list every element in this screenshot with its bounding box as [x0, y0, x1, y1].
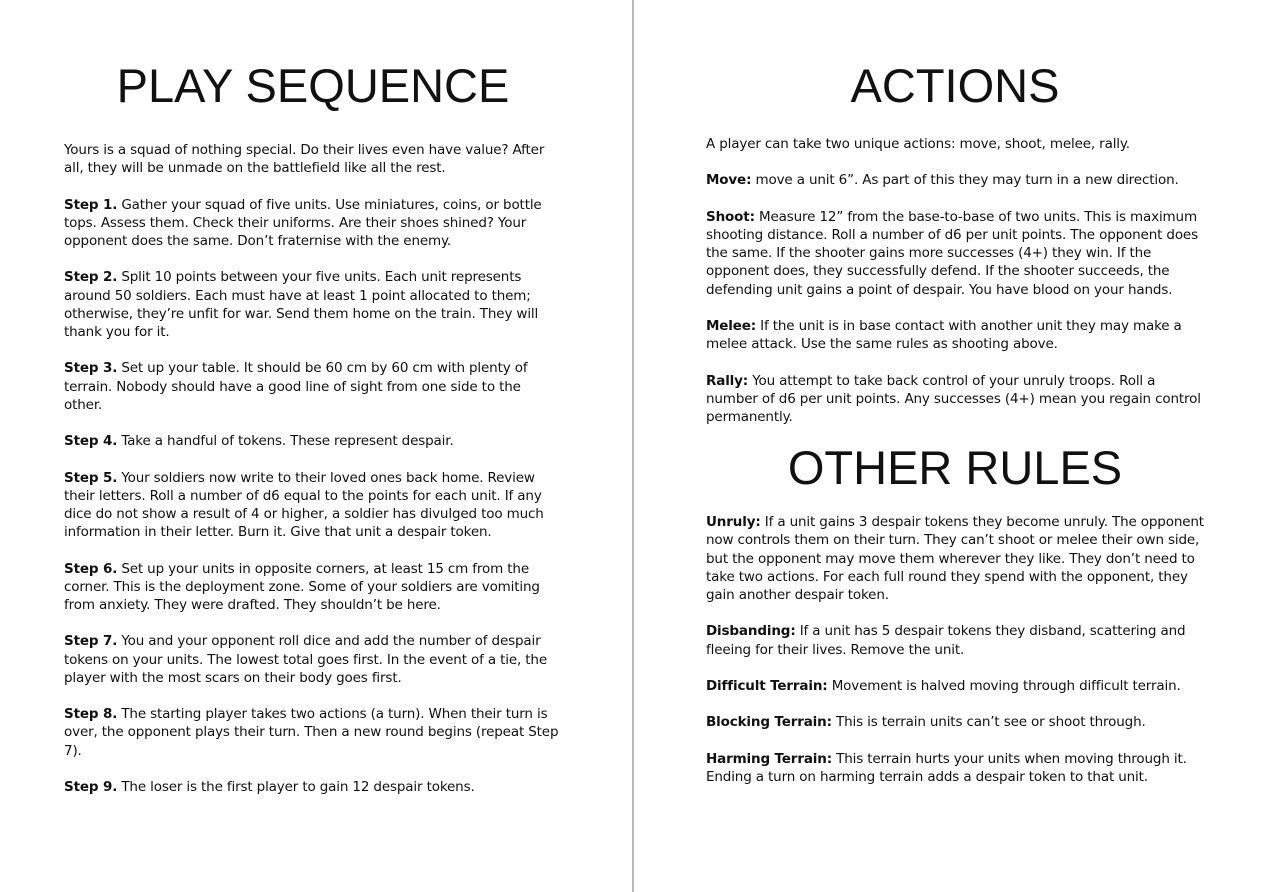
step-label: Step 3.	[64, 360, 118, 377]
step-text: You and your opponent roll dice and add the number of despair tokens on your units. The lowest total goes first. In the event of a tie, the player with the most scars on their body goes first.	[64, 633, 547, 686]
action-text: You attempt to take back control of your unruly troops. Roll a number of d6 per unit points. Any successes (4+) mean you regain control permanently.	[706, 372, 1201, 425]
rule-text: This is terrain units can’t see or shoot through.	[831, 714, 1146, 731]
step-label: Step 9.	[64, 778, 118, 795]
other-rules-title: OTHER RULES	[787, 441, 1123, 495]
actions-title: ACTIONS	[850, 59, 1060, 112]
rule-text: Movement is halved moving through difficult terrain.	[827, 677, 1181, 694]
step-text: Take a handful of tokens. These represent despair.	[117, 433, 454, 450]
rule-harming-terrain	[706, 750, 1204, 786]
intro-paragraph: Yours is a squad of nothing special. Do their lives even have value? After all, they will be unmade on the battlefield like all the rest.	[64, 142, 545, 177]
action-shoot	[706, 208, 1204, 299]
step-text: Your soldiers now write to their loved ones back home. Review their letters. Roll a number of d6 equal to the points for each unit. If any dice do not show a result of 4 or higher, a soldier has divulged too much information in their letter. Burn it. Give that unit a despair token.	[64, 469, 544, 541]
rule-label: Disbanding:	[706, 623, 796, 640]
step-5	[64, 469, 562, 542]
play-sequence-title: PLAY SEQUENCE	[116, 59, 510, 112]
action-rally	[706, 372, 1204, 427]
step-label: Step 4.	[64, 433, 118, 450]
rule-blocking-terrain	[706, 713, 1204, 731]
rule-label: Blocking Terrain:	[706, 714, 832, 731]
step-label: Step 6.	[64, 560, 118, 577]
step-label: Step 2.	[64, 269, 118, 286]
rule-text: This terrain hurts your units when moving through it. Ending a turn on harming terrain adds a despair token to that unit.	[706, 750, 1187, 785]
step-2	[64, 268, 562, 341]
rule-label: Harming Terrain:	[706, 750, 832, 767]
rule-label: Difficult Terrain:	[706, 677, 828, 694]
rule-unruly	[706, 513, 1204, 604]
step-text: Set up your units in opposite corners, at least 15 cm from the corner. This is the deployment zone. Some of your soldiers are vomiting from anxiety. They were drafted. They shouldn’t be here.	[64, 560, 540, 613]
step-4	[64, 432, 562, 450]
step-text: Gather your squad of five units. Use miniatures, coins, or bottle tops. Assess them. Check their uniforms. Are their shoes shined? Your opponent does the same. Don’t fraternise with the enemy.	[64, 196, 542, 249]
step-label: Step 7.	[64, 633, 118, 650]
rule-disbanding	[706, 622, 1204, 658]
action-label: Melee:	[706, 317, 757, 334]
rule-text: If a unit has 5 despair tokens they disband, scattering and fleeing for their lives. Remove the unit.	[706, 623, 1186, 658]
step-label: Step 1.	[64, 196, 118, 213]
action-label: Move:	[706, 172, 752, 189]
action-text: If the unit is in base contact with another unit they may make a melee attack. Use the same rules as shooting above.	[706, 317, 1182, 353]
step-text: The loser is the first player to gain 12 despair tokens.	[117, 778, 475, 795]
step-label: Step 8.	[64, 706, 118, 723]
action-melee	[706, 317, 1204, 353]
action-label: Shoot:	[706, 208, 755, 225]
step-1	[64, 196, 562, 251]
rule-label: Unruly:	[706, 514, 761, 531]
step-8	[64, 705, 562, 760]
action-text: move a unit 6”. As part of this they may turn in a new direction.	[751, 172, 1179, 189]
action-move	[706, 171, 1204, 189]
step-6	[64, 560, 562, 615]
step-label: Step 5.	[64, 469, 118, 486]
step-9	[64, 778, 562, 796]
right-page	[634, 0, 1262, 892]
action-text: Measure 12” from the base-to-base of two units. This is maximum shooting distance. Roll a number of d6 per unit points. The opponent does the same. If the shooter gains more successes (4+) they win. If the opponent does, they successfully defend. If the shooter succeeds, the defending unit gains a point of despair. You have blood on your hands.	[706, 208, 1198, 298]
step-7	[64, 632, 562, 687]
step-text: The starting player takes two actions (a turn). When their turn is over, the opponent plays their turn. Then a new round begins (repeat Step 7).	[64, 706, 559, 759]
rule-difficult-terrain	[706, 677, 1204, 695]
actions-intro: A player can take two unique actions: move, shoot, melee, rally.	[706, 136, 1130, 152]
step-text: Split 10 points between your five units. Each unit represents around 50 soldiers. Each must have at least 1 point allocated to them; otherwise, they’re unfit for war. Send them home on the train. They will thank you for it.	[64, 269, 539, 340]
action-label: Rally:	[706, 372, 749, 389]
rule-text: If a unit gains 3 despair tokens they become unruly. The opponent now controls them on their turn. They can’t shoot or melee their own side, but the opponent may move them wherever they like. They don’t need to take two actions. For each full round they spend with the opponent, they gain another despair token.	[706, 514, 1204, 603]
step-3	[64, 359, 562, 414]
step-text: Set up your table. It should be 60 cm by 60 cm with plenty of terrain. Nobody should have a good line of sight from one side to the other.	[64, 360, 528, 413]
